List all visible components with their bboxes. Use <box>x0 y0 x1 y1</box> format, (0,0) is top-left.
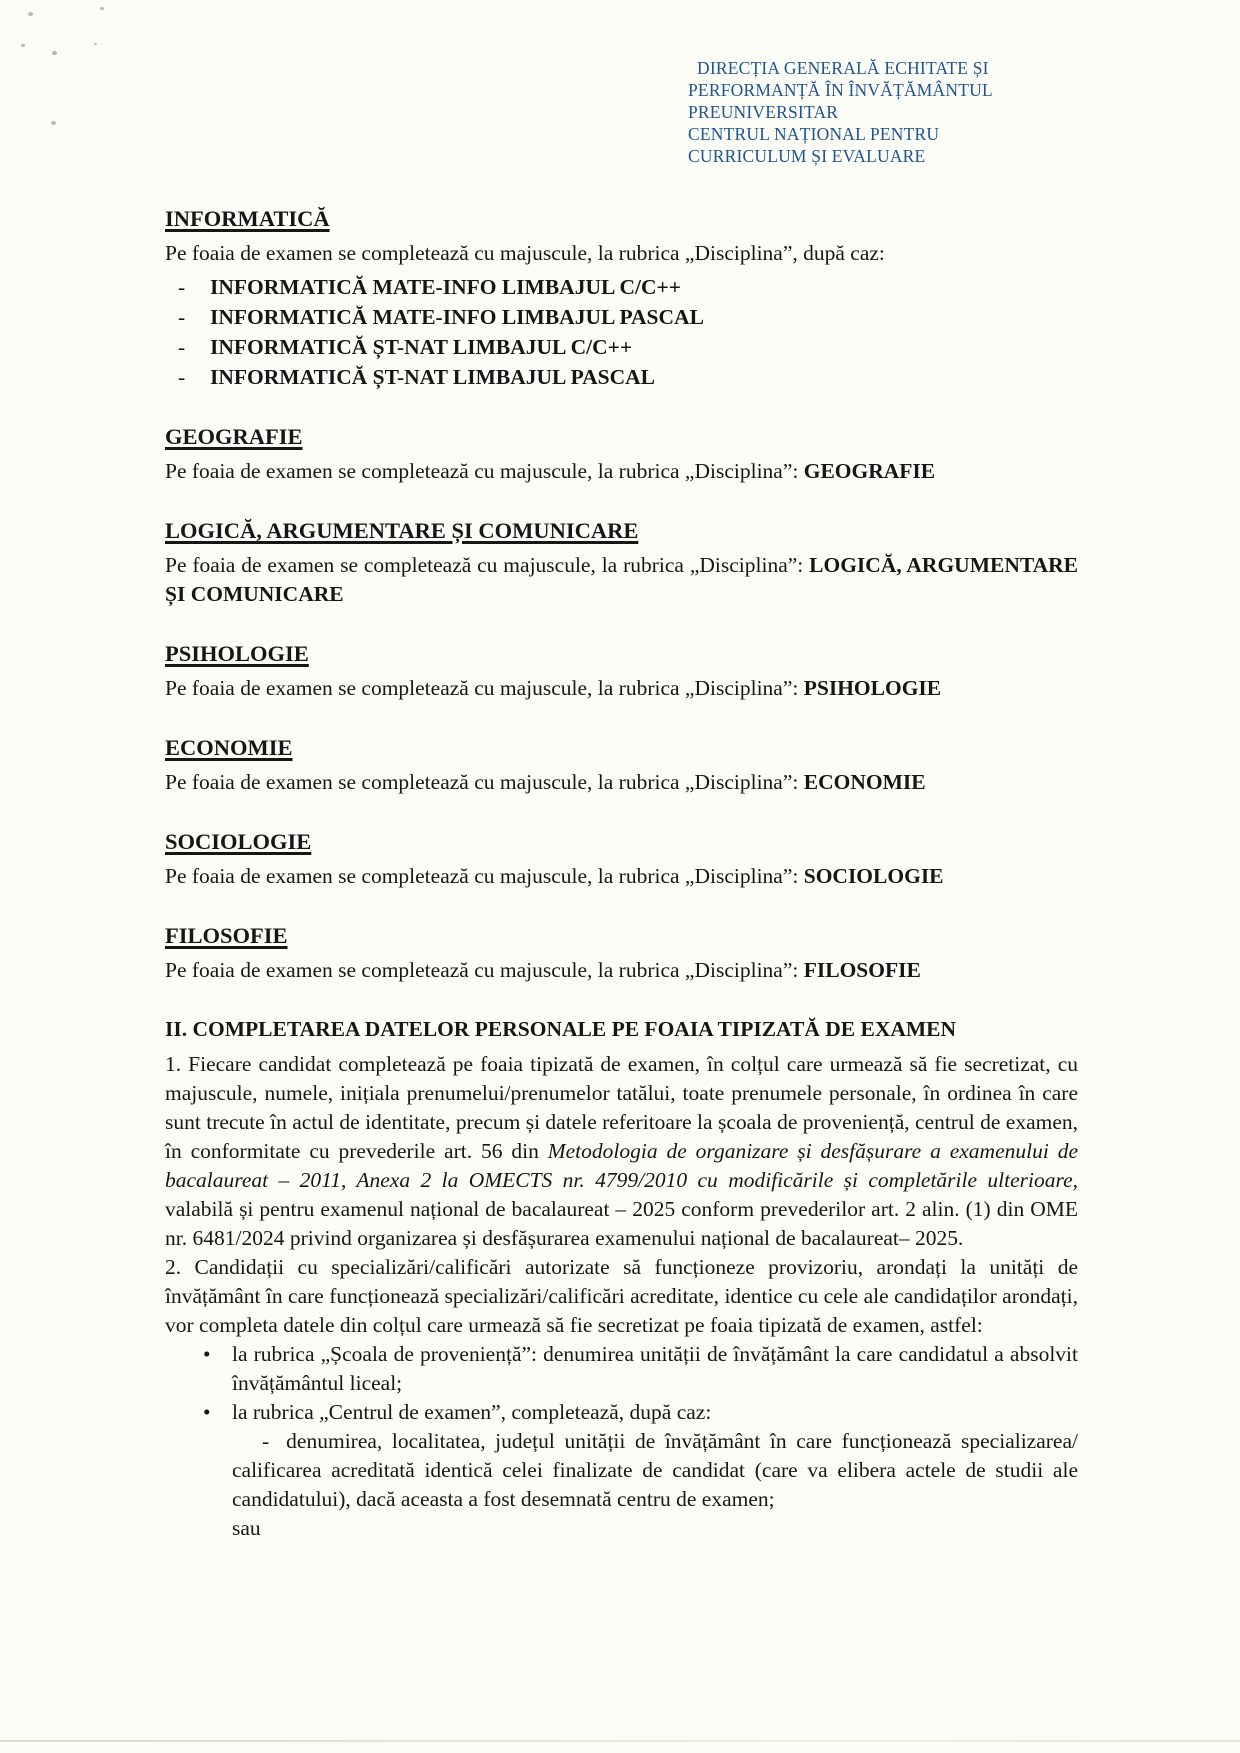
text-segment: 2. Candidații cu specializări/calificări autorizate să funcționeze provizoriu, arondați la unități de învățământ în care funcționează specializări/calificări acreditate, identice cu cele ale candidaților arondați, vor completa datele din colțul care urmează să fie secretizat pe foaia tipizată de examen, astfel: <box>165 1255 1078 1337</box>
text-segment: sau <box>232 1516 261 1540</box>
text-segment: GEOGRAFIE <box>803 459 936 483</box>
bullet-icon: • <box>203 1400 211 1424</box>
text-segment: Pe foaia de examen se completează cu majuscule, la rubrica „Disciplina”: <box>165 864 804 888</box>
dust-speck <box>21 44 25 47</box>
text-segment: 1. Fiecare candidat completează pe foaia tipizată de examen, în colțul care urmează să fie secretizat, cu majuscule, numele, inițiala prenumelui/prenumelor tatălui, toate prenumele personale, în ordinea în care sunt trecute în actul de identitate, precum și datele referitoare la școala de proveniență, centrul de examen, în conformitate cu prevederile art. 56 din <box>165 1052 1078 1163</box>
dash-icon: - <box>178 305 186 329</box>
bullet-icon: • <box>203 1342 211 1366</box>
text-segment: Pe foaia de examen se completează cu majuscule, la rubrica „Disciplina”: <box>165 958 804 982</box>
letterhead-line: PERFORMANȚĂ ÎN ÎNVĂȚĂMÂNTUL <box>688 80 993 100</box>
dash-icon: - <box>178 365 186 389</box>
text-segment: SOCIOLOGIE <box>803 864 944 888</box>
section-intro <box>165 674 1078 703</box>
scan-edge-line <box>0 1740 1240 1742</box>
text-segment: PSIHOLOGIE <box>803 676 942 700</box>
text-segment: LOGICĂ, ARGUMENTARE ȘI COMUNICARE <box>165 553 1079 606</box>
section-intro <box>165 862 1078 891</box>
section-heading: GEOGRAFIE <box>165 424 303 449</box>
dash-icon: - <box>178 275 186 299</box>
subject-section <box>165 204 1078 392</box>
text-segment: Metodologia de organizare și desfășurare a examenului de bacalaureat – 2011, Anexa 2 la OMECTS nr. 4799/2010 cu modificările și completările ulterioare, <box>165 1139 1078 1192</box>
option-label: INFORMATICĂ MATE-INFO LIMBAJUL PASCAL <box>210 305 704 329</box>
section-intro <box>165 768 1078 797</box>
section-heading: LOGICĂ, ARGUMENTARE ȘI COMUNICARE <box>165 518 639 543</box>
dust-speck <box>28 12 33 16</box>
subject-option-item <box>165 362 1078 392</box>
paragraph <box>165 1253 1078 1340</box>
sub-list-item <box>165 1427 1078 1514</box>
section-intro <box>165 239 1078 268</box>
section-heading: FILOSOFIE <box>165 923 288 948</box>
text-segment: Pe foaia de examen se completează cu majuscule, la rubrica „Disciplina”: <box>165 553 810 577</box>
text-segment: ECONOMIE <box>803 770 926 794</box>
text-segment: denumirea, localitatea, județul unității de învățământ în care funcționează specializarea/ calificarea acreditată identică celei finalizate de candidat (care va elibera actele de studii ale candidatului), dacă aceasta a fost desemnată centru de examen; <box>232 1429 1078 1511</box>
letterhead-line: CENTRUL NAȚIONAL PENTRU <box>688 124 940 144</box>
section-intro <box>165 457 1078 486</box>
dash-icon: - <box>262 1429 270 1453</box>
section-heading: ECONOMIE <box>165 735 293 760</box>
dust-speck <box>94 43 97 45</box>
text-segment: Pe foaia de examen se completează cu majuscule, la rubrica „Disciplina”: <box>165 676 804 700</box>
letterhead-line: DIRECȚIA GENERALĂ ECHITATE ȘI <box>697 58 989 78</box>
text-segment: Pe foaia de examen se completează cu majuscule, la rubrica „Disciplina”, după caz: <box>165 241 885 265</box>
subject-option-item <box>165 272 1078 302</box>
subject-section <box>165 733 1078 797</box>
bullet-text <box>232 1400 711 1424</box>
subject-option-item <box>165 302 1078 332</box>
subject-section <box>165 827 1078 891</box>
option-label: INFORMATICĂ ȘT-NAT LIMBAJUL PASCAL <box>210 365 655 389</box>
paragraph <box>165 1050 1078 1253</box>
text-segment: Pe foaia de examen se completează cu majuscule, la rubrica „Disciplina”: <box>165 459 804 483</box>
section-intro <box>165 551 1078 609</box>
letterhead-line: CURRICULUM ȘI EVALUARE <box>688 146 926 166</box>
subject-section <box>165 422 1078 486</box>
text-segment: la rubrica „Școala de proveniență”: denumirea unității de învățământ la care candidatul a absolvit învățământul liceal; <box>232 1342 1078 1395</box>
bullet-item <box>165 1340 1078 1398</box>
section-heading: INFORMATICĂ <box>165 206 330 231</box>
letterhead <box>688 57 1048 167</box>
bullet-item <box>165 1398 1078 1427</box>
text-segment: FILOSOFIE <box>803 958 921 982</box>
section-title: II. COMPLETAREA DATELOR PERSONALE PE FOAIA TIPIZATĂ DE EXAMEN <box>165 1017 957 1041</box>
dust-speck <box>100 7 104 10</box>
sub-list-item <box>165 1514 1078 1543</box>
dust-speck <box>51 121 56 125</box>
section-heading: SOCIOLOGIE <box>165 829 312 854</box>
option-label: INFORMATICĂ MATE-INFO LIMBAJUL C/C++ <box>210 275 682 299</box>
section-heading: PSIHOLOGIE <box>165 641 309 666</box>
dust-speck <box>52 51 57 55</box>
text-segment: Pe foaia de examen se completează cu majuscule, la rubrica „Disciplina”: <box>165 770 804 794</box>
text-segment: valabilă și pentru examenul național de bacalaureat – 2025 conform prevederilor art. 2 alin. (1) din OME nr. 6481/2024 privind organizarea și desfășurarea examenului național de bacalaureat– 2025. <box>165 1197 1078 1250</box>
document-body <box>165 204 1078 1543</box>
subject-section <box>165 639 1078 703</box>
option-label: INFORMATICĂ ȘT-NAT LIMBAJUL C/C++ <box>210 335 633 359</box>
subject-option-item <box>165 332 1078 362</box>
subject-options-list <box>165 272 1078 392</box>
bullet-text <box>232 1342 1078 1395</box>
section-intro <box>165 956 1078 985</box>
letterhead-line: PREUNIVERSITAR <box>688 102 839 122</box>
subject-section <box>165 516 1078 609</box>
dash-icon: - <box>178 335 186 359</box>
text-segment: la rubrica „Centrul de examen”, completează, după caz: <box>232 1400 712 1424</box>
subject-section <box>165 921 1078 985</box>
